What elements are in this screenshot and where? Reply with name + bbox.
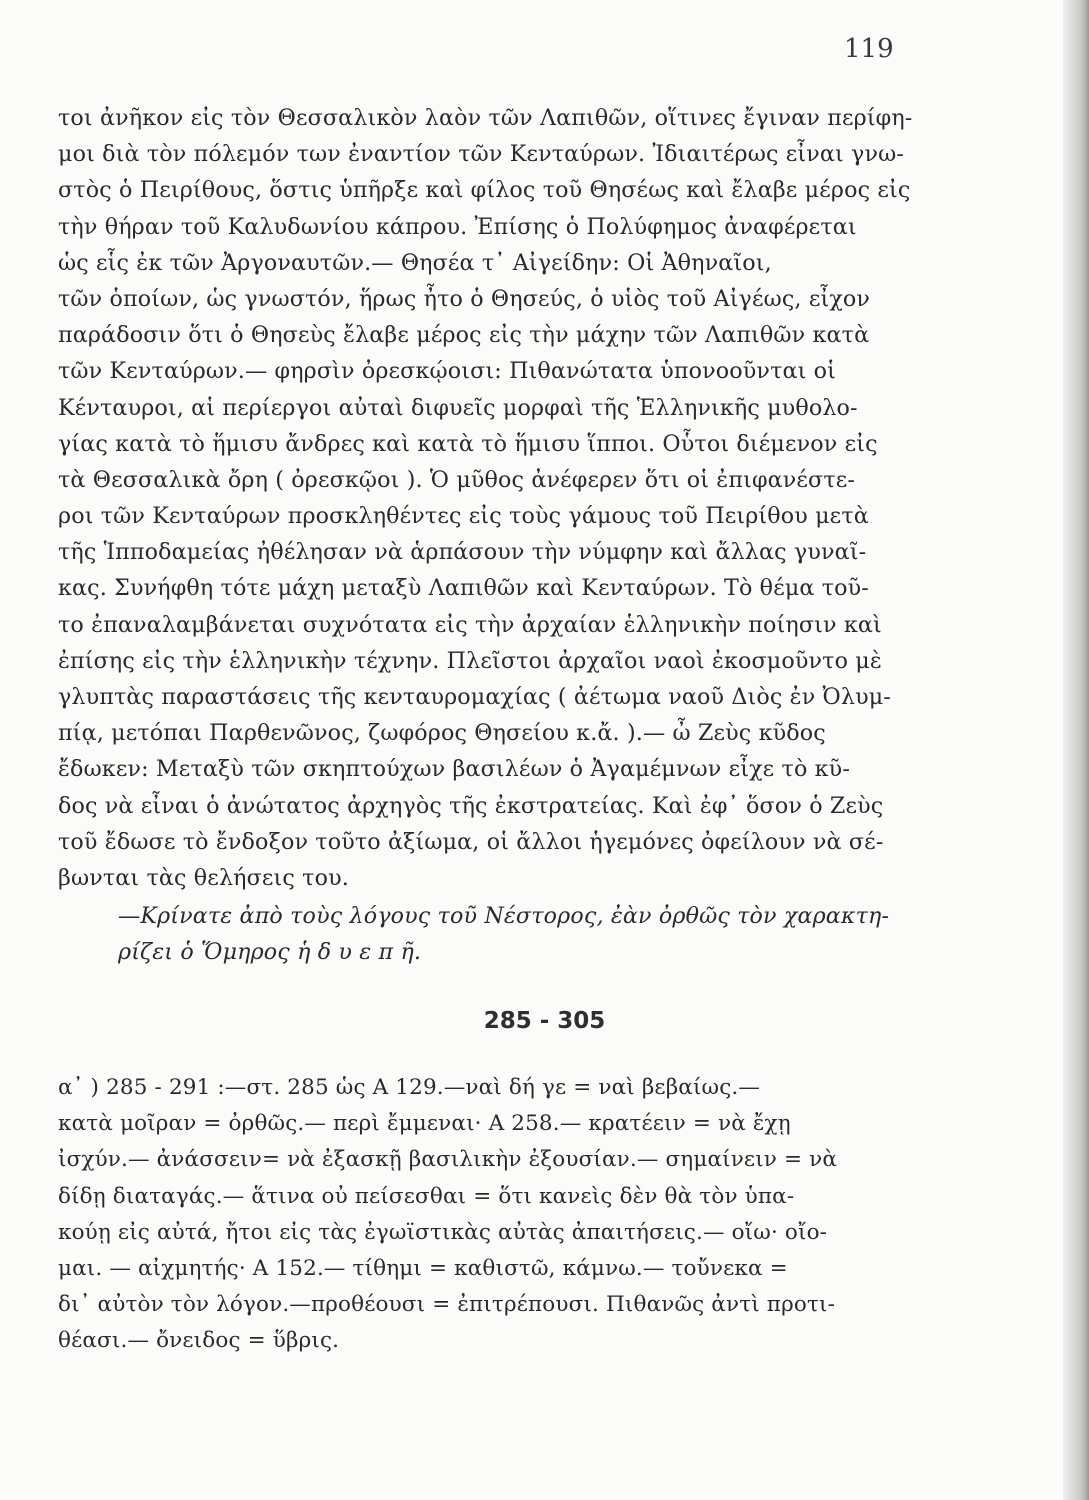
text-line: το ἐπαναλαμβάνεται συχνότατα εἰς τὴν ἀρχαίαν ἑλληνικὴν ποίησιν καὶ	[58, 611, 882, 638]
text-line: ὡς εἷς ἐκ τῶν Ἀργοναυτῶν.— Θησέα τ᾽ Αἰγείδην: Οἱ Ἀθηναῖοι,	[58, 249, 772, 276]
scan-edge-shadow	[1063, 0, 1089, 1500]
page-number: 119	[844, 34, 894, 64]
text-line: ἐπίσης εἰς τὴν ἑλληνικὴν τέχνην. Πλεῖστοι ἀρχαῖοι ναοὶ ἐκοσμοῦντο μὲ	[58, 647, 882, 674]
text-line: βωνται τὰς θελήσεις του.	[58, 864, 349, 891]
note-line: ἰσχύν.— ἀνάσσειν= νὰ ἐξασκῇ βασιλικὴν ἐξουσίαν.— σημαίνειν = νὰ	[58, 1147, 838, 1173]
text-line: στὸς ὁ Πειρίθους, ὅστις ὑπῆρξε καὶ φίλος τοῦ Θησέως καὶ ἔλαβε μέρος εἰς	[58, 177, 911, 204]
text-line: μοι διὰ τὸν πόλεμόν των ἐναντίον τῶν Κενταύρων. Ἰδιαιτέρως εἶναι γνω-	[58, 141, 904, 168]
verse-notes	[58, 1070, 918, 1360]
text-line: τοῦ ἔδωσε τὸ ἔνδοξον τοῦτο ἀξίωμα, οἱ ἄλλοι ἡγεμόνες ὀφείλουν νὰ σέ-	[58, 828, 884, 855]
text-line: τῆς Ἱπποδαμείας ἠθέλησαν νὰ ἁρπάσουν τὴν νύμφην καὶ ἄλλας γυναῖ-	[58, 539, 867, 566]
text-line: τῶν Κενταύρων.— φηρσὶν ὀρεσκῴοισι: Πιθανώτατα ὑπονοοῦνται οἱ	[58, 358, 837, 385]
text-line: ἔδωκεν: Μεταξὺ τῶν σκηπτούχων βασιλέων ὁ Ἀγαμέμνων εἶχε τὸ κῦ-	[58, 756, 850, 783]
text-line: δος νὰ εἶναι ὁ ἀνώτατος ἀρχηγὸς τῆς ἐκστρατείας. Καὶ ἐφ᾽ ὅσον ὁ Ζεὺς	[58, 792, 884, 819]
note-line: κούῃ εἰς αὐτά, ἤτοι εἰς τὰς ἐγωϊστικὰς αὐτὰς ἀπαιτήσεις.— οἴω· οἴο-	[58, 1219, 828, 1245]
note-line: δι᾽ αὐτὸν τὸν λόγον.—προθέουσι = ἐπιτρέπουσι. Πιθανῶς ἀντὶ προτι-	[58, 1292, 836, 1318]
text-line: τοι ἀνῆκον εἰς τὸν Θεσσαλικὸν λαὸν τῶν Λαπιθῶν, οἵτινες ἔγιναν περίφη-	[58, 105, 913, 131]
note-line: κατὰ μοῖραν = ὀρθῶς.— περὶ ἔμμεναι· Α 258.— κρατέειν = νὰ ἔχῃ	[58, 1111, 791, 1137]
text-line: τὴν θήραν τοῦ Καλυδωνίου κάπρου. Ἐπίσης ὁ Πολύφημος ἀναφέρεται	[58, 213, 857, 240]
text-line: τὰ Θεσσαλικὰ ὄρη ( ὀρεσκῷοι ). Ὁ μῦθος ἀνέφερεν ὅτι οἱ ἐπιφανέστε-	[58, 466, 856, 493]
text-line: Κένταυροι, αἱ περίεργοι αὐταὶ διφυεῖς μορφαὶ τῆς Ἑλληνικῆς μυθολο-	[58, 394, 858, 421]
commentary-text	[58, 100, 918, 896]
section-heading: 285 - 305	[483, 1008, 606, 1034]
text-line: τῶν ὁποίων, ὡς γνωστόν, ἥρως ἦτο ὁ Θησεύς, ὁ υἱὸς τοῦ Αἰγέως, εἶχον	[58, 285, 871, 312]
text-line: ροι τῶν Κενταύρων προσκληθέντες εἰς τοὺς γάμους τοῦ Πειρίθου μετὰ	[58, 503, 869, 530]
note-line: θέασι.— ὄνειδος = ὕβρις.	[58, 1328, 340, 1354]
text-line: πίᾳ, μετόπαι Παρθενῶνος, ζωφόρος Θησείου κ.ἄ. ).— ὦ Ζεὺς κῦδος	[58, 720, 826, 747]
note-line: μαι. — αἰχμητής· Α 152.— τίθημι = καθιστῶ, κάμνω.— τοὔνεκα =	[58, 1255, 788, 1281]
text-line: παράδοσιν ὅτι ὁ Θησεὺς ἔλαβε μέρος εἰς τὴν μάχην τῶν Λαπιθῶν κατὰ	[58, 322, 870, 349]
question-line: —Κρίνατε ἀπὸ τοὺς λόγους τοῦ Νέστορος, ἐὰν ὀρθῶς τὸν χαρακτη-	[118, 903, 890, 929]
note-line: α᾽ ) 285 - 291 :—στ. 285 ὡς Α 129.—ναὶ δή γε = ναὶ βεβαίως.—	[58, 1075, 761, 1100]
note-line: δίδῃ διαταγάς.— ἅτινα οὐ πείσεσθαι = ὅτι κανεὶς δὲν θὰ τὸν ὑπα-	[58, 1183, 795, 1209]
question-line: ρίζει ὁ Ὅμηρος ἡ δ υ ε π ῆ.	[118, 939, 422, 966]
study-question	[118, 898, 918, 970]
text-line: κας. Συνήφθη τότε μάχη μεταξὺ Λαπιθῶν καὶ Κενταύρων. Τὸ θέμα τοῦ-	[58, 575, 869, 602]
text-line: γίας κατὰ τὸ ἥμισυ ἄνδρες καὶ κατὰ τὸ ἥμισυ ἵπποι. Οὗτοι διέμενον εἰς	[58, 430, 878, 457]
text-line: γλυπτὰς παραστάσεις τῆς κενταυρομαχίας ( ἀέτωμα ναοῦ Διὸς ἐν Ὀλυμ-	[58, 684, 891, 710]
